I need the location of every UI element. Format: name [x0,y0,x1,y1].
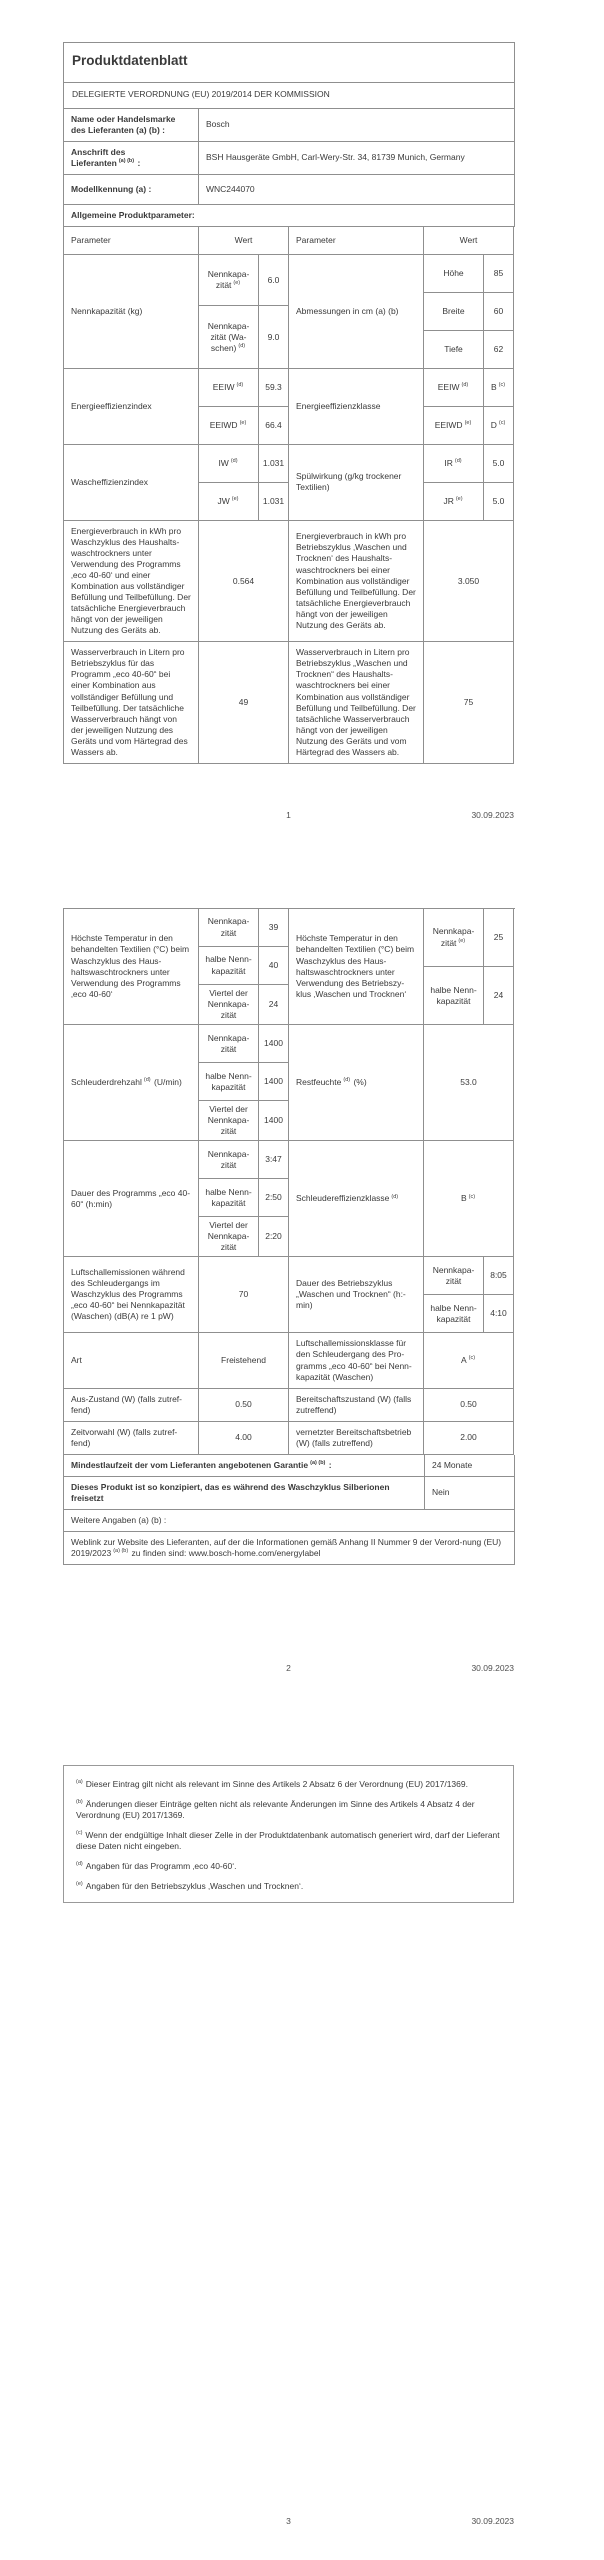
sub-row [199,985,289,1025]
sub-row [199,407,289,445]
page-number: 3 [286,2516,291,2526]
sub-row [199,1101,289,1141]
doc-title [64,43,515,83]
param-value: 4.00 [199,1422,289,1455]
sub-value: 6.0 [259,255,289,306]
footnote-ref: (c) [468,1193,476,1200]
param-label: Höchste Temperatur in den behandelten Textilien (°C) beim Waschzyklus des Haus-haltswaschtrockners unter Verwendung des Betriebszy-klus ‚Waschen und Trocknen‘ [289,909,424,1025]
footnote-d [76,1861,501,1872]
param-label: Aus-Zustand (W) (falls zutref-fend) [64,1389,199,1422]
sub-value: 8:05 [484,1257,514,1295]
pdf-page-2 [0,853,604,1706]
footnote-marker: (d) [76,1861,83,1868]
sub-label: JR $^{(e)}$ [424,483,484,521]
footnote-text: Änderungen dieser Einträge gelten nicht als relevante Änderungen im Sinne des Artikels 4 Absatz 4 der Verordnung (EU) 2017/1369. [76,1799,475,1821]
sub-row [424,445,514,483]
row-further-details [64,1510,515,1532]
param-value: 75 [424,642,514,763]
sub-label: JW $^{(e)}$ [199,483,259,521]
footnote-b [76,1799,501,1821]
section-header-row [64,205,515,227]
sub-label: halbe Nenn-kapazität [424,1295,484,1333]
sub-row [199,947,289,985]
row-programme-duration [64,1141,515,1257]
sub-row [199,445,289,483]
param-label: Schleudereffizienzklasse $^{(d)}$ [289,1141,424,1257]
sub-values [199,909,289,1025]
sub-value: 9.0 [259,306,289,369]
row-guarantee [64,1455,515,1477]
sub-value: 3:47 [259,1141,289,1179]
sub-value: 59.3 [259,369,289,407]
sub-value: 60 [484,293,514,331]
sub-values [199,369,289,445]
sub-value: 2:20 [259,1217,289,1257]
guarantee-value: 24 Monate [425,1455,515,1477]
sub-value: 2:50 [259,1179,289,1217]
title-row [64,43,515,83]
subtitle-row [64,83,515,109]
footnote-ref: (e) [464,420,472,427]
row-washing-efficiency [64,445,515,521]
row-off-standby [64,1389,515,1422]
row-water-consumption [64,642,515,763]
sub-label: Nennkapa-zität [199,909,259,947]
sub-label: Nennkapa-zität [199,1025,259,1063]
pdf-page-1 [0,0,604,853]
col-header-parameter-left: Parameter [64,227,199,255]
param-label: Art [64,1333,199,1388]
sub-label: Höhe [424,255,484,293]
sub-value: 24 [484,967,514,1025]
sub-values [424,909,514,1025]
model-id-value: WNC244070 [199,175,515,205]
param-label: Schleuderdrehzahl $^{(d)}$ (U/min) [64,1025,199,1141]
sub-value: 39 [259,909,289,947]
param-label: Dauer des Programms „eco 40-60“ (h:min) [64,1141,199,1257]
sub-values [424,255,514,369]
silver-ions-value: Nein [425,1477,515,1510]
sub-label: Nennkapa-zität $^{(e)}$ [424,909,484,967]
footnote-ref: (a) (b) [310,1459,326,1466]
param-label: Abmessungen in cm (a) (b) [289,255,424,369]
sub-row [199,255,289,306]
sub-label: IW $^{(d)}$ [199,445,259,483]
sub-values [199,1141,289,1257]
footnote-e [76,1881,501,1892]
param-label: Nennkapazität (kg) [64,255,199,369]
footnote-ref: (e) [239,420,247,427]
sub-value: 1400 [259,1025,289,1063]
sub-label: halbe Nenn-kapazität [199,1063,259,1101]
param-label: Energieverbrauch in kWh pro Waschzyklus des Haushalts-waschtrockners unter Verwendung des Programms ‚eco 40-60‘ und einer Kombination aus vollständiger Befüllung und Teilbefüllung. Der tatsächliche Energieverbrauch hängt von der jeweiligen Nutzung des Geräts ab. [64,521,199,642]
row-delay-networked-standby [64,1422,515,1455]
footnote-ref: (d) [230,458,238,465]
sub-row [424,483,514,521]
param-label: Dauer des Betriebszyklus „Waschen und Trocknen“ (h:-min) [289,1257,424,1333]
sub-row [424,255,514,293]
weblink-text: Weblink zur Website des Lieferanten, auf der die Informationen gemäß Anhang II Nummer 9 der Verord-nung (EU) 2019/2023 $^{(a) (b)}$ zu finden sind: www.bosch-home.com/energylabel [64,1532,515,1565]
footer-date: 30.09.2023 [471,1663,514,1673]
param-value: 0.564 [199,521,289,642]
sub-label: halbe Nenn-kapazität [199,947,259,985]
supplier-name-label: Name oder Handelsmarke des Lieferanten (a) (b) : [64,109,199,142]
supplier-name-value: Bosch [199,109,515,142]
sub-label: halbe Nenn-kapazität [424,967,484,1025]
sub-values [199,1025,289,1141]
row-max-temperature [64,909,515,1025]
param-label: vernetzter Bereitschaftsbetrieb (W) (falls zutreffend) [289,1422,424,1455]
sub-value: 1.031 [259,445,289,483]
footnote-ref: (d) [236,382,244,389]
regulation-subtitle-text: DELEGIERTE VERORDNUNG (EU) 2019/2014 DER KOMMISSION [72,88,330,99]
col-header-wert-right: Wert [424,227,514,255]
row-spin-speed [64,1025,515,1141]
sub-row [424,293,514,331]
footnote-ref: (a) (b) [113,1548,129,1555]
sub-values [199,255,289,369]
param-label: Luftschallemissionsklasse für den Schleudergang des Pro-gramms „eco 40-60“ bei Nenn-kapazität (Waschen) [289,1333,424,1388]
pdf-page-3 [0,1706,604,2559]
sub-value: 1400 [259,1101,289,1141]
footnote-ref: (c) [468,1355,476,1362]
col-header-parameter-right: Parameter [289,227,424,255]
supplier-address-row [64,142,515,175]
footnote-marker: (e) [76,1881,83,1888]
sub-row [424,1295,514,1333]
model-id-label: Modellkennung (a) : [64,175,199,205]
sub-label: Nennkapa-zität (Wa-schen) $^{(d)}$ [199,306,259,369]
footnote-text: Dieser Eintrag gilt nicht als relevant im Sinne des Artikels 2 Absatz 6 der Verordnung (EU) 2017/1369. [85,1779,468,1789]
row-energy-efficiency [64,369,515,445]
sub-value: 5.0 [484,483,514,521]
sub-label: Breite [424,293,484,331]
sub-value: 40 [259,947,289,985]
footnote-c [76,1830,501,1852]
param-value: B $^{(c)}$ [424,1141,514,1257]
footnote-ref: (e) [458,937,466,944]
param-value: A $^{(c)}$ [424,1333,514,1388]
sub-label: Viertel der Nennkapa-zität [199,985,259,1025]
sub-row [424,967,514,1025]
sub-row [424,909,514,967]
sub-row [424,407,514,445]
footnote-ref: (d) [454,458,462,465]
param-value: 53.0 [424,1025,514,1141]
sub-row [199,1141,289,1179]
sub-value: D $^{(c)}$ [484,407,514,445]
sub-value: 24 [259,985,289,1025]
sub-label: halbe Nenn-kapazität [199,1179,259,1217]
footer-date: 30.09.2023 [471,2516,514,2526]
param-value: 0.50 [424,1389,514,1422]
model-id-row [64,175,515,205]
param-value: Freistehend [199,1333,289,1388]
page-number: 1 [286,810,291,820]
sub-value: 4:10 [484,1295,514,1333]
footnote-text: Angaben für das Programm ‚eco 40-60‘. [85,1861,237,1872]
supplier-address-label: Anschrift des Lieferanten $^{(a) (b)}$ : [64,142,199,175]
param-label: Luftschallemissionen während des Schleudergangs im Waschzyklus des Programms „eco 40-60“ bei Nennkapazität (Waschen) (dB(A) re 1 pW) [64,1257,199,1333]
sub-row [199,1179,289,1217]
sub-values [424,369,514,445]
param-label: Wasserverbrauch in Litern pro Betriebszyklus für das Programm „eco 40-60“ bei einer Kombination aus vollständiger Befüllung und Teilbefüllung. Der tatsächliche Wasserverbrauch hängt von der jeweiligen Nutzung des Geräts und vom Härtegrad des Wassers ab. [64,642,199,763]
regulation-subtitle [64,83,515,109]
param-label: Restfeuchte $^{(d)}$ (%) [289,1025,424,1141]
sub-row [199,483,289,521]
sub-value: 1400 [259,1063,289,1101]
supplier-address-value: BSH Hausgeräte GmbH, Carl-Wery-Str. 34, 81739 Munich, Germany [199,142,515,175]
param-value: 70 [199,1257,289,1333]
param-value: 0.50 [199,1389,289,1422]
sub-label: Nennkapa-zität $^{(e)}$ [199,255,259,306]
param-label: Bereitschaftszustand (W) (falls zutreffend) [289,1389,424,1422]
footnote-ref: (a) (b) [118,157,135,164]
sub-row [424,1257,514,1295]
col-header-wert-left: Wert [199,227,289,255]
footnote-ref: (d) [461,382,469,389]
product-datasheet-table-page2 [63,908,515,1565]
row-weblink [64,1532,515,1565]
further-details-label: Weitere Angaben (a) (b) : [64,1510,515,1532]
guarantee-label: Mindestlaufzeit der vom Lieferanten angebotenen Garantie $^{(a) (b)}$ : [64,1455,425,1477]
sub-value: 66.4 [259,407,289,445]
sub-row [199,1063,289,1101]
sub-label: Nennkapa-zität [424,1257,484,1295]
sub-value: B $^{(c)}$ [484,369,514,407]
sub-row [199,1025,289,1063]
param-label: Energieverbrauch in kWh pro Betriebszyklus ‚Waschen und Trocknen‘ des Haushalts-waschtrockners bei einer Kombination aus vollständiger Befüllung und Teilbefüllung. Der tatsächliche Energieverbrauch hängt von der jeweiligen Nutzung des Geräts ab. [289,521,424,642]
sub-row [424,369,514,407]
sub-label: Nennkapa-zität [199,1141,259,1179]
sub-label: Viertel der Nennkapa-zität [199,1101,259,1141]
sub-label: EEIWD $^{(e)}$ [199,407,259,445]
footnote-ref: (d) [343,1077,351,1084]
sub-label: IR $^{(d)}$ [424,445,484,483]
footnotes-box [63,1765,514,1903]
sub-label: EEIW $^{(d)}$ [424,369,484,407]
sub-row [199,369,289,407]
param-label: Zeitvorwahl (W) (falls zutref-fend) [64,1422,199,1455]
sub-value: 85 [484,255,514,293]
footnote-ref: (d) [143,1077,151,1084]
footnote-ref: (e) [233,280,241,287]
sub-values [199,445,289,521]
param-label: Höchste Temperatur in den behandelten Textilien (°C) beim Waschzyklus des Haus-haltswaschtrockners unter Verwendung des Programms ‚eco 40-60‘ [64,909,199,1025]
sub-label: EEIW $^{(d)}$ [199,369,259,407]
sub-row [199,909,289,947]
param-label: Energieeffizienzindex [64,369,199,445]
sub-value: 25 [484,909,514,967]
sub-value: 1.031 [259,483,289,521]
footer-date: 30.09.2023 [471,810,514,820]
weblink-url-text: zu finden sind: www.bosch-home.com/energylabel [129,1548,321,1559]
sub-row [424,331,514,369]
sub-value: 62 [484,331,514,369]
row-type-noise-class [64,1333,515,1388]
sub-label: Viertel der Nennkapa-zität [199,1217,259,1257]
product-datasheet-table-page1 [63,42,515,764]
footnote-marker: (c) [76,1830,83,1837]
param-label: Energieeffizienzklasse [289,369,424,445]
page-number: 2 [286,1663,291,1673]
column-header-row [64,227,515,255]
row-energy-consumption [64,521,515,642]
sub-values [424,1257,514,1333]
doc-title-text: Produktdatenblatt [72,53,188,68]
footnote-ref: (d) [391,1193,399,1200]
footnote-ref: (c) [498,420,506,427]
param-label: Wascheffizienzindex [64,445,199,521]
row-silver-ions [64,1477,515,1510]
sub-value: 5.0 [484,445,514,483]
footnote-text: Angaben für den Betriebszyklus ‚Waschen und Trocknen‘. [85,1881,304,1892]
param-value: 49 [199,642,289,763]
param-value: 2.00 [424,1422,514,1455]
sub-values [424,445,514,521]
footnote-marker: (b) [76,1799,83,1806]
silver-ions-label: Dieses Produkt ist so konzipiert, das es während des Waschzyklus Silberionen freisetzt [64,1477,425,1510]
param-label: Wasserverbrauch in Litern pro Betriebszyklus „Waschen und Trocknen“ des Haushalts-waschtrockners bei einer Kombination aus vollständiger Befüllung und Teilbefüllung. Der tatsächliche Wasserverbrauch hängt von der jeweiligen Nutzung des Geräts und vom Härtegrad des Wassers ab. [289,642,424,763]
footnote-ref: (e) [231,496,239,503]
sub-label: EEIWD $^{(e)}$ [424,407,484,445]
footnote-ref: (e) [455,496,463,503]
section-header: Allgemeine Produktparameter: [64,205,515,227]
footnote-text: Wenn der endgültige Inhalt dieser Zelle in der Produktdatenbank automatisch generiert wird, darf der Lieferant diese Daten nicht eingeben. [76,1830,500,1852]
row-airborne-noise [64,1257,515,1333]
sub-label: Tiefe [424,331,484,369]
footnote-ref: (d) [238,342,246,349]
footnote-marker: (a) [76,1779,83,1786]
footnote-a [76,1779,501,1790]
param-value: 3.050 [424,521,514,642]
row-capacity-dimensions [64,255,515,369]
sub-row [199,306,289,369]
footnote-ref: (c) [498,382,506,389]
sub-row [199,1217,289,1257]
param-label: Spülwirkung (g/kg trockener Textilien) [289,445,424,521]
supplier-name-row [64,109,515,142]
